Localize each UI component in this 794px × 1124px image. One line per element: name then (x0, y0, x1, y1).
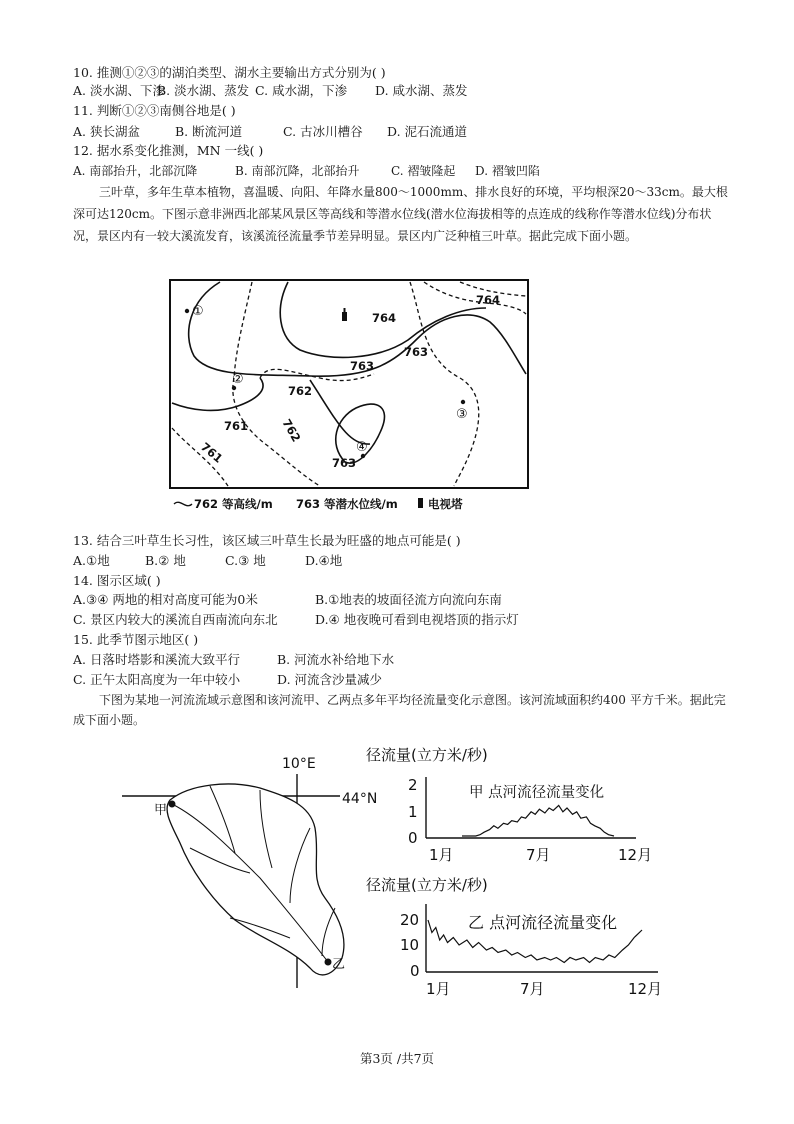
chart-yi-title: 乙 点河流径流量变化 (468, 913, 618, 932)
q12-option-a: A. 南部抬升，北部沉降 (73, 164, 198, 178)
contour-label: 764 (476, 293, 501, 307)
q14-option-d: D.④ 地夜晚可看到电视塔顶的指示灯 (315, 612, 519, 627)
contour-label: 761 (224, 419, 249, 433)
chart-jia-ylabel: 径流量(立方米/秒) (366, 746, 488, 764)
chart-yi-ytick: 0 (410, 962, 420, 980)
q12-option-b: B. 南部沉降，北部抬升 (235, 164, 360, 178)
contour-label: 761 (198, 439, 226, 466)
q14-options-row2 (73, 611, 519, 629)
q12-option-c: C. 褶皱隆起 (391, 164, 456, 178)
q13-options (73, 552, 342, 570)
chart-yi-xtick: 1月 (426, 980, 451, 998)
q11-option-c: C. 古冰川槽谷 (283, 124, 363, 139)
chart-jia-series-line (462, 805, 614, 836)
q13-option-c: C.③ 地 (225, 553, 266, 568)
passage-clover: 三叶草，多年生草本植物，喜温暖、向阳、年降水量800～1000mm、排水良好的环境，平均根深20～33cm。最大根深可达120cm。下图示意非洲西北部某风景区等高线和等潜水位线(潜水位海拔相等的点连成的线称作等潜水位线)分布状况，景区内有一较大溪流发育，该溪流径流量季节差异明显。景区内广泛种植三叶草。据此完成下面小题。 (73, 185, 728, 243)
q11-stem: 11. 判断①②③南侧谷地是( ) (73, 103, 236, 118)
q13-stem: 13. 结合三叶草生长习性，该区域三叶草生长最为旺盛的地点可能是( ) (73, 533, 461, 548)
chart-jia-xtick: 7月 (526, 846, 551, 864)
point-yi-marker (325, 959, 332, 966)
chart-jia-ytick: 2 (408, 776, 418, 794)
q15-option-a: A. 日落时塔影和溪流大致平行 (73, 652, 240, 667)
q10-option-b: B. 淡水湖、蒸发 (157, 83, 250, 98)
runoff-chart-jia (366, 742, 686, 867)
basin-outline (167, 784, 344, 975)
longitude-label: 10°E (282, 756, 316, 772)
q13-option-d: D.④地 (305, 553, 343, 568)
legend-contour-symbol (174, 502, 192, 505)
q14-option-b: B.①地表的坡面径流方向流向东南 (315, 592, 502, 607)
q11-option-d: D. 泥石流通道 (387, 124, 468, 139)
q12-options (73, 162, 540, 180)
point-jia-label: 甲 (154, 803, 168, 818)
chart-yi-xtick: 12月 (628, 980, 663, 998)
chart-jia-xtick: 12月 (618, 846, 653, 864)
q11-option-a: A. 狭长湖盆 (73, 124, 140, 139)
site-marker (461, 400, 465, 404)
latitude-label: 44°N (342, 791, 378, 807)
point-jia-marker (169, 801, 176, 808)
contour-map-legend (174, 497, 463, 511)
passage-river: 下图为某地一河流流域示意图和该河流甲、乙两点多年平均径流量变化示意图。该河流域面积约400 平方千米。据此完成下面小题。 (73, 693, 726, 727)
contour-label: 764 (372, 311, 397, 325)
q10-option-a: A. 淡水湖、下渗 (73, 83, 165, 98)
site-label-3: ③ (456, 407, 468, 422)
chart-jia-title: 甲 点河流径流量变化 (469, 785, 605, 801)
chart-jia-xtick: 1月 (429, 846, 454, 864)
q10-option-c: C. 咸水湖，下渗 (255, 83, 348, 98)
q14-options-row1 (73, 591, 502, 609)
site-label-2: ② (232, 372, 244, 387)
site-label-4: ④ (356, 440, 368, 455)
contour-map (160, 278, 540, 518)
chart-yi-ytick: 20 (400, 911, 420, 929)
q15-options-row2 (73, 671, 382, 689)
contour-label: 763 (404, 345, 429, 359)
chart-yi-xtick: 7月 (520, 980, 545, 998)
chart-jia-ytick: 0 (408, 829, 418, 847)
q12-stem: 12. 据水系变化推测，MN 一线( ) (73, 143, 264, 158)
q12-option-d: D. 褶皱凹陷 (475, 164, 540, 178)
contour-label: 763 (350, 359, 375, 373)
q10-options (73, 82, 468, 100)
legend-tower-icon (418, 498, 423, 508)
q13-option-a: A.①地 (73, 553, 110, 568)
q11-options (73, 123, 467, 141)
q15-option-c: C. 正午太阳高度为一年中较小 (73, 672, 241, 687)
runoff-chart-yi (366, 872, 686, 1002)
q14-stem: 14. 图示区域( ) (73, 573, 161, 588)
q14-option-a: A.③④ 两地的相对高度可能为0米 (73, 592, 258, 607)
q13-option-b: B.② 地 (145, 553, 186, 568)
river-basin-map (110, 748, 400, 998)
contour-label: 763 (332, 456, 357, 470)
site-label-1: ① (192, 304, 204, 319)
legend-contour-text: 762 等高线/m (194, 497, 273, 511)
legend-tower-text: 电视塔 (428, 497, 463, 511)
point-yi-label: 乙 (332, 957, 346, 972)
q10-stem: 10. 推测①②③的湖泊类型、湖水主要输出方式分别为( ) (73, 65, 386, 80)
chart-jia-ytick: 1 (408, 803, 418, 821)
legend-water-text: 763 等潜水位线/m (296, 497, 398, 511)
q15-options-row1 (73, 651, 394, 669)
q10-option-d: D. 咸水湖、蒸发 (375, 83, 468, 98)
site-marker (185, 309, 189, 313)
q15-option-d: D. 河流含沙量减少 (277, 672, 383, 687)
contour-label: 762 (279, 416, 304, 445)
chart-yi-ylabel: 径流量(立方米/秒) (366, 876, 488, 894)
chart-yi-ytick: 10 (400, 936, 420, 954)
page-footer: 第3页 /共7页 (359, 1051, 435, 1066)
q14-option-c: C. 景区内较大的溪流自西南流向东北 (73, 612, 278, 627)
q11-option-b: B. 断流河道 (175, 124, 243, 139)
q15-stem: 15. 此季节图示地区( ) (73, 632, 199, 647)
q15-option-b: B. 河流水补给地下水 (277, 652, 395, 667)
contour-label: 762 (288, 384, 313, 398)
